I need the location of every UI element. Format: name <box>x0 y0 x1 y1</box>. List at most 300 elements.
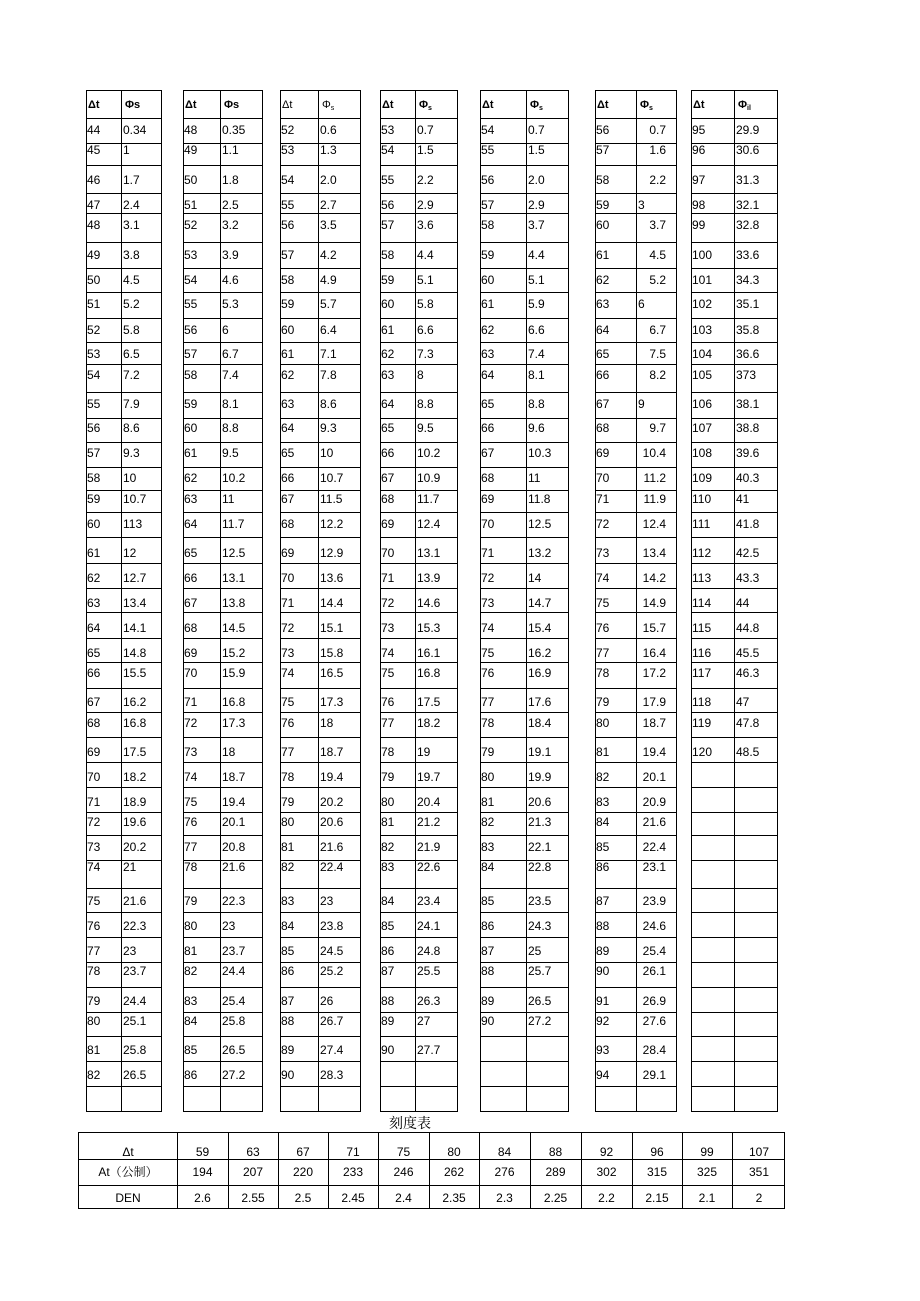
phi-value: 15.9 <box>222 666 246 680</box>
scale-value: 351 <box>748 1165 770 1179</box>
phi-value: 35.1 <box>736 297 760 311</box>
table-gridline <box>595 712 677 713</box>
delta-t-value: 65 <box>596 347 610 361</box>
table-gridline <box>480 242 569 243</box>
scale-value: 2.15 <box>645 1191 669 1205</box>
table-gridline <box>691 292 778 293</box>
table-gridline <box>86 563 162 564</box>
phi-value: 0.6 <box>320 123 337 137</box>
phi-value: 3.7 <box>528 218 545 232</box>
table-gridline <box>86 292 162 293</box>
phi-value: 10 <box>123 471 137 485</box>
phi-value: 46.3 <box>736 666 760 680</box>
delta-t-value: 85 <box>184 1043 198 1057</box>
scale-value: 325 <box>696 1165 718 1179</box>
table-gridline <box>183 937 263 938</box>
table-gridline <box>691 165 778 166</box>
phi-value: 10.7 <box>123 492 147 506</box>
phi-value: 40.3 <box>736 471 760 485</box>
table-gridline <box>183 292 263 293</box>
table-gridline <box>691 268 778 269</box>
delta-t-value: 57 <box>381 218 395 232</box>
delta-t-value: 56 <box>184 323 198 337</box>
delta-t-value: 90 <box>481 1014 495 1028</box>
table-gridline <box>691 118 778 119</box>
delta-t-value: 64 <box>481 368 495 382</box>
scale-value: 194 <box>192 1165 213 1179</box>
delta-t-value: 76 <box>596 621 610 635</box>
table-gridline <box>380 1086 458 1087</box>
delta-t-value: 63 <box>481 347 495 361</box>
delta-t-value: 82 <box>87 1068 101 1082</box>
delta-t-value: 116 <box>692 646 712 660</box>
phi-value: 11.9 <box>643 492 666 506</box>
phi-value: 31.3 <box>736 173 760 187</box>
delta-t-value: 55 <box>281 198 295 212</box>
phi-value: 12.4 <box>417 517 441 531</box>
table-gridline <box>183 318 263 319</box>
phi-value: 15.2 <box>222 646 246 660</box>
table-gridline <box>280 812 361 813</box>
scale-value: 2.55 <box>241 1191 265 1205</box>
phi-subscript: s <box>428 105 432 112</box>
table-gridline <box>280 987 361 988</box>
table-gridline <box>183 888 263 889</box>
table-gridline <box>480 1012 569 1013</box>
table-gridline <box>480 787 569 788</box>
table-gridline <box>380 662 458 663</box>
scale-value: 2.5 <box>294 1191 312 1205</box>
phi-value: 1.1 <box>222 143 239 157</box>
delta-t-value: 76 <box>381 695 395 709</box>
phi-value: 5.7 <box>320 297 337 311</box>
delta-t-value: 88 <box>281 1014 295 1028</box>
delta-t-value: 62 <box>481 323 495 337</box>
table-gridline <box>691 787 778 788</box>
table-gridline <box>280 787 361 788</box>
table-gridline <box>86 342 162 343</box>
delta-t-value: 52 <box>184 218 198 232</box>
delta-t-value: 118 <box>692 695 712 709</box>
scale-table-title: 刻度表 <box>389 1116 431 1132</box>
phi-value: 4.4 <box>417 248 434 262</box>
phi-value: 8.8 <box>417 397 434 411</box>
delta-t-value: 75 <box>381 666 395 680</box>
phi-value: 17.5 <box>123 745 147 759</box>
table-gridline <box>480 292 569 293</box>
delta-t-value: 62 <box>596 273 610 287</box>
phi-value: 10.7 <box>320 471 344 485</box>
phi-value: 9.6 <box>528 421 545 435</box>
table-gridline <box>691 90 778 91</box>
delta-t-value: 59 <box>281 297 295 311</box>
table-gridline <box>220 90 221 1111</box>
delta-t-value: 70 <box>596 471 610 485</box>
delta-t-value: 86 <box>381 944 395 958</box>
delta-t-value: 74 <box>481 621 495 635</box>
table-gridline <box>183 563 263 564</box>
phi-value: 45.5 <box>736 646 760 660</box>
delta-t-value: 65 <box>481 397 495 411</box>
column-header-delta-t: Δt <box>482 99 494 111</box>
delta-t-value: 78 <box>87 964 101 978</box>
delta-t-value: 62 <box>381 347 395 361</box>
table-gridline <box>480 1036 569 1037</box>
phi-value: 4.6 <box>222 273 239 287</box>
table-gridline <box>595 762 677 763</box>
delta-t-value: 97 <box>692 173 706 187</box>
scale-table-gridline <box>79 1159 784 1160</box>
delta-t-value: 83 <box>381 860 395 874</box>
scale-value: 99 <box>700 1145 714 1159</box>
phi-value: 8.1 <box>528 368 545 382</box>
delta-t-value: 68 <box>281 517 295 531</box>
delta-t-value: 67 <box>481 446 495 460</box>
delta-t-value: 77 <box>596 646 610 660</box>
delta-t-value: 82 <box>184 964 198 978</box>
table-gridline <box>480 888 569 889</box>
table-gridline <box>280 662 361 663</box>
table-gridline <box>86 762 162 763</box>
phi-value: 2.0 <box>528 173 545 187</box>
table-gridline <box>380 1111 458 1112</box>
phi-value: 3 <box>638 198 645 212</box>
phi-value: 16.2 <box>528 646 552 660</box>
table-gridline <box>595 268 677 269</box>
phi-value: 3.1 <box>123 218 140 232</box>
table-gridline <box>480 364 569 365</box>
table-gridline <box>161 90 162 1111</box>
delta-t-value: 46 <box>87 173 101 187</box>
table-gridline <box>691 662 778 663</box>
phi-value: 7.3 <box>417 347 434 361</box>
delta-t-value: 62 <box>87 571 101 585</box>
phi-value: 22.4 <box>320 860 344 874</box>
delta-t-value: 78 <box>381 745 395 759</box>
phi-value: 17.2 <box>642 666 666 680</box>
delta-t-value: 63 <box>596 297 610 311</box>
delta-t-value: 99 <box>692 218 706 232</box>
phi-value: 21.6 <box>123 894 147 908</box>
table-gridline <box>86 662 162 663</box>
table-gridline <box>280 712 361 713</box>
phi-value: 16.8 <box>417 666 441 680</box>
phi-value: 27.2 <box>528 1014 552 1028</box>
table-gridline <box>380 835 458 836</box>
table-gridline <box>86 1036 162 1037</box>
delta-t-value: 58 <box>87 471 101 485</box>
table-gridline <box>280 762 361 763</box>
scale-row-label: Δt <box>122 1145 134 1159</box>
table-gridline <box>691 392 778 393</box>
phi-value: 16.5 <box>320 666 344 680</box>
phi-value: 32.8 <box>736 218 760 232</box>
phi-value: 8.6 <box>320 397 337 411</box>
table-gridline <box>183 662 263 663</box>
delta-t-value: 54 <box>87 368 101 382</box>
delta-t-value: 57 <box>281 248 295 262</box>
phi-value: 3.9 <box>222 248 239 262</box>
table-gridline <box>380 563 458 564</box>
phi-value: 11.8 <box>528 492 551 506</box>
delta-t-value: 85 <box>381 919 395 933</box>
delta-t-value: 76 <box>184 815 198 829</box>
table-gridline <box>480 318 569 319</box>
delta-t-value: 71 <box>481 546 495 560</box>
table-gridline <box>595 318 677 319</box>
table-gridline <box>280 213 361 214</box>
phi-value: 7.2 <box>123 368 140 382</box>
phi-value: 26.7 <box>320 1014 344 1028</box>
delta-t-value: 69 <box>281 546 295 560</box>
phi-value: 17.3 <box>222 716 246 730</box>
phi-value: 11.7 <box>222 517 245 531</box>
scale-value: 2.2 <box>598 1191 615 1205</box>
delta-t-value: 81 <box>184 944 198 958</box>
table-gridline <box>691 737 778 738</box>
delta-t-value: 81 <box>596 745 610 759</box>
column-header-delta-t: Δt <box>282 99 293 111</box>
table-gridline <box>691 242 778 243</box>
delta-t-value: 55 <box>481 143 495 157</box>
phi-value: 0.7 <box>528 123 545 137</box>
table-gridline <box>86 442 162 443</box>
table-gridline <box>480 912 569 913</box>
column-header-phi: $\Phi_s$ <box>322 99 335 112</box>
delta-t-value: 73 <box>87 840 101 854</box>
table-gridline <box>86 638 162 639</box>
phi-value: 16.1 <box>417 646 441 660</box>
delta-t-value: 70 <box>87 770 101 784</box>
delta-t-value: 82 <box>281 860 295 874</box>
scale-value: 75 <box>396 1145 411 1159</box>
table-gridline <box>360 90 361 1111</box>
table-gridline <box>183 418 263 419</box>
table-gridline <box>380 588 458 589</box>
phi-value: 47.8 <box>736 716 760 730</box>
phi-value: 24.3 <box>528 919 552 933</box>
phi-subscript: s <box>539 105 543 112</box>
delta-t-value: 87 <box>481 944 495 958</box>
table-gridline <box>595 1061 677 1062</box>
phi-value: 7.9 <box>123 397 140 411</box>
table-gridline <box>480 662 569 663</box>
table-gridline <box>280 242 361 243</box>
delta-t-value: 93 <box>596 1043 610 1057</box>
delta-t-value: 71 <box>184 695 198 709</box>
phi-value: 48.5 <box>736 745 760 759</box>
delta-t-value: 84 <box>481 860 495 874</box>
phi-value: 1.6 <box>649 143 666 157</box>
phi-value: 4.5 <box>649 248 666 262</box>
table-gridline <box>595 1012 677 1013</box>
table-gridline <box>691 588 778 589</box>
phi-value: 16.2 <box>123 695 147 709</box>
table-gridline <box>691 512 778 513</box>
delta-t-value: 56 <box>87 421 101 435</box>
phi-value: 23.7 <box>123 964 147 978</box>
delta-t-value: 73 <box>184 745 198 759</box>
phi-value: 2.5 <box>222 198 239 212</box>
table-gridline <box>480 937 569 938</box>
delta-t-value: 80 <box>381 795 395 809</box>
delta-t-value: 114 <box>692 596 712 610</box>
phi-value: 113 <box>123 517 143 531</box>
table-gridline <box>691 1036 778 1037</box>
phi-value: 26.5 <box>222 1043 246 1057</box>
delta-t-value: 69 <box>481 492 495 506</box>
delta-t-value: 79 <box>87 994 101 1008</box>
phi-value: 27.2 <box>222 1068 246 1082</box>
phi-value: 3.5 <box>320 218 337 232</box>
table-gridline <box>480 987 569 988</box>
phi-value: 3.8 <box>123 248 140 262</box>
delta-t-value: 84 <box>281 919 295 933</box>
delta-t-value: 67 <box>281 492 295 506</box>
table-gridline <box>480 812 569 813</box>
table-gridline <box>183 268 263 269</box>
phi-value: 22.8 <box>528 860 552 874</box>
delta-t-value: 66 <box>281 471 295 485</box>
delta-t-value: 90 <box>281 1068 295 1082</box>
column-header-phi: Φs <box>224 99 240 111</box>
scale-value: 246 <box>393 1165 414 1179</box>
phi-value: 8.2 <box>649 368 666 382</box>
table-gridline <box>380 392 458 393</box>
phi-value: 1.8 <box>222 173 239 187</box>
delta-t-value: 105 <box>692 368 713 382</box>
delta-t-value: 78 <box>184 860 198 874</box>
delta-t-value: 68 <box>481 471 495 485</box>
column-header-delta-t: Δt <box>693 99 705 111</box>
scale-value: 2.4 <box>395 1191 412 1205</box>
phi-value: 7.4 <box>528 347 545 361</box>
phi-value: 17.6 <box>528 695 552 709</box>
phi-value: 9.3 <box>123 446 140 460</box>
table-gridline <box>183 213 263 214</box>
phi-value: 5.8 <box>123 323 140 337</box>
scale-value: 96 <box>650 1145 664 1159</box>
delta-t-value: 60 <box>596 218 610 232</box>
table-gridline <box>280 418 361 419</box>
phi-value: 42.5 <box>736 546 760 560</box>
table-gridline <box>480 612 569 613</box>
phi-value: 23.1 <box>642 860 666 874</box>
delta-t-value: 87 <box>281 994 295 1008</box>
delta-t-value: 95 <box>692 123 706 137</box>
table-gridline <box>86 688 162 689</box>
table-gridline <box>380 762 458 763</box>
delta-t-value: 77 <box>481 695 495 709</box>
phi-value: 0.7 <box>649 123 666 137</box>
table-gridline <box>86 1086 162 1087</box>
phi-value: 20.8 <box>222 840 246 854</box>
phi-value: 1.7 <box>123 173 140 187</box>
phi-value: 20.2 <box>320 795 344 809</box>
table-gridline <box>183 762 263 763</box>
delta-t-value: 76 <box>281 716 295 730</box>
table-gridline <box>86 392 162 393</box>
table-gridline <box>480 588 569 589</box>
scale-value: 2.6 <box>194 1191 211 1205</box>
phi-value: 24.4 <box>123 994 147 1008</box>
column-header-phi: Φs <box>125 99 141 111</box>
table-gridline <box>86 612 162 613</box>
delta-t-value: 110 <box>692 492 712 506</box>
phi-value: 16.9 <box>528 666 552 680</box>
table-gridline <box>480 268 569 269</box>
table-gridline <box>280 392 361 393</box>
phi-value: 0.34 <box>123 123 147 137</box>
table-gridline <box>380 712 458 713</box>
scale-value: 80 <box>447 1145 461 1159</box>
table-gridline <box>183 90 263 91</box>
phi-value: 26.3 <box>417 994 441 1008</box>
phi-value: 19.4 <box>320 770 344 784</box>
phi-value: 4.2 <box>320 248 337 262</box>
table-gridline <box>595 193 677 194</box>
delta-t-value: 59 <box>596 198 610 212</box>
phi-value: 13.9 <box>417 571 441 585</box>
table-gridline <box>183 712 263 713</box>
phi-value: 20.2 <box>123 840 147 854</box>
table-gridline <box>183 688 263 689</box>
phi-value: 6.6 <box>528 323 545 337</box>
phi-value: 20.4 <box>417 795 441 809</box>
delta-t-value: 119 <box>692 716 712 730</box>
delta-t-value: 53 <box>281 143 295 157</box>
delta-t-value: 83 <box>481 840 495 854</box>
table-gridline <box>183 1012 263 1013</box>
table-gridline <box>280 1086 361 1087</box>
delta-t-value: 57 <box>596 143 610 157</box>
phi-value: 14.4 <box>320 596 344 610</box>
column-header-delta-t: Δt <box>382 99 394 111</box>
table-gridline <box>183 342 263 343</box>
delta-t-value: 79 <box>381 770 395 784</box>
delta-t-value: 52 <box>87 323 101 337</box>
phi-value: 15.4 <box>528 621 552 635</box>
delta-t-value: 64 <box>281 421 295 435</box>
delta-t-value: 52 <box>281 123 295 137</box>
phi-value: 10.3 <box>528 446 552 460</box>
delta-t-value: 81 <box>381 815 395 829</box>
table-gridline <box>380 512 458 513</box>
table-gridline <box>183 737 263 738</box>
delta-t-value: 64 <box>184 517 198 531</box>
table-gridline <box>380 467 458 468</box>
delta-t-value: 65 <box>184 546 198 560</box>
delta-t-value: 67 <box>596 397 610 411</box>
delta-t-value: 68 <box>87 716 101 730</box>
phi-value: 27.6 <box>642 1014 666 1028</box>
delta-t-value: 66 <box>596 368 610 382</box>
delta-t-value: 111 <box>692 517 711 531</box>
delta-t-value: 75 <box>596 596 610 610</box>
phi-value: 13.8 <box>222 596 246 610</box>
table-gridline <box>595 962 677 963</box>
table-gridline <box>183 118 263 119</box>
delta-t-value: 48 <box>184 123 198 137</box>
delta-t-value: 58 <box>381 248 395 262</box>
table-gridline <box>86 987 162 988</box>
table-gridline <box>183 912 263 913</box>
delta-t-value: 58 <box>184 368 198 382</box>
phi-value: 17.3 <box>320 695 344 709</box>
phi-value: 17.5 <box>417 695 441 709</box>
phi-value: 21.3 <box>528 815 552 829</box>
phi-value: 23 <box>320 894 334 908</box>
